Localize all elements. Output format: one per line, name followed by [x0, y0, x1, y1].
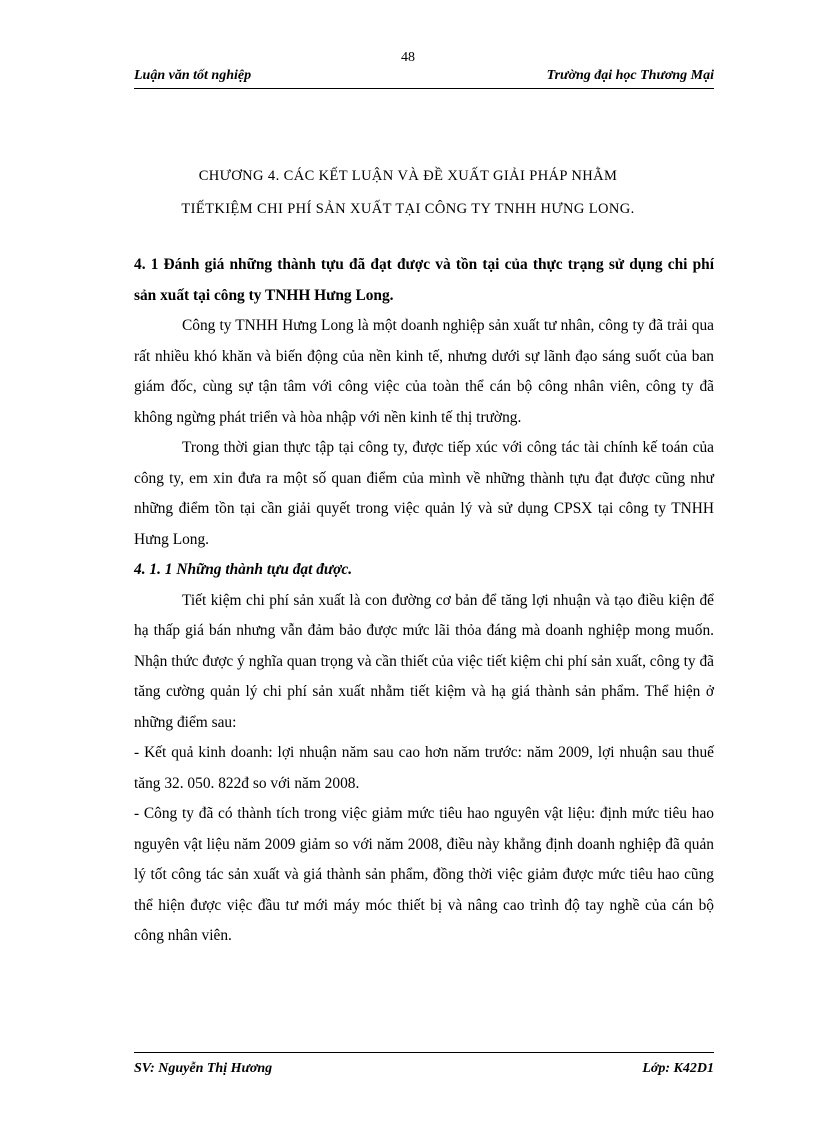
footer-class: Lớp: K42D1	[642, 1061, 714, 1076]
paragraph-2: Trong thời gian thực tập tại công ty, được tiếp xúc với công tác tài chính kế toán của công ty, em xin đưa ra một số quan điểm của mình về những thành tựu đạt được cũng như những điểm tồn tại cần giải quyết trong việc quản lý và sử dụng CPSX tại công ty TNHH Hưng Long.	[134, 439, 714, 548]
section-heading: 4. 1 Đánh giá những thành tựu đã đạt được và tồn tại của thực trạng sử dụng chi phí sản xuất tại công ty TNHH Hưng Long.	[134, 256, 714, 304]
chapter-title	[100, 160, 716, 226]
header-left-text: Luận văn tốt nghiệp	[134, 68, 252, 83]
page-number: 48	[401, 50, 415, 65]
subsection-heading: 4. 1. 1 Những thành tựu đạt được.	[134, 561, 353, 578]
bullet-2: - Công ty đã có thành tích trong việc giảm mức tiêu hao nguyên vật liệu: định mức tiêu hao nguyên vật liệu năm 2009 giảm so với năm 2008, điều này khẳng định doanh nghiệp đã quản lý tốt công tác sản xuất và giá thành sản phẩm, đồng thời việc giảm được mức tiêu hao cũng thể hiện được việc đầu tư mới máy móc thiết bị và nâng cao trình độ tay nghề của cán bộ công nhân viên.	[134, 805, 714, 944]
page-footer	[134, 1052, 714, 1077]
footer-student-name: SV: Nguyễn Thị Hương	[134, 1061, 273, 1076]
document-body	[134, 250, 714, 952]
chapter-title-line-2: TIẾTKIỆM CHI PHÍ SẢN XUẤT TẠI CÔNG TY TNHH HƯNG LONG.	[181, 201, 635, 217]
header-right-text: Trường đại học Thương Mại	[546, 68, 714, 83]
chapter-title-line-1: CHƯƠNG 4. CÁC KẾT LUẬN VÀ ĐỀ XUẤT GIẢI PHÁP NHẰM	[198, 168, 618, 184]
paragraph-1: Công ty TNHH Hưng Long là một doanh nghiệp sản xuất tư nhân, công ty đã trải qua rất nhiều khó khăn và biến động của nền kinh tế, nhưng dưới sự lãnh đạo sáng suốt của ban giám đốc, cùng sự tận tâm với công việc của toàn thể cán bộ công nhân viên, công ty đã không ngừng phát triển và hòa nhập với nền kinh tế thị trường.	[134, 317, 714, 426]
bullet-1: - Kết quả kinh doanh: lợi nhuận năm sau cao hơn năm trước: năm 2009, lợi nhuận sau thuế tăng 32. 050. 822đ so với năm 2008.	[134, 744, 714, 792]
paragraph-3: Tiết kiệm chi phí sản xuất là con đường cơ bản để tăng lợi nhuận và tạo điều kiện để hạ thấp giá bán nhưng vẫn đảm bảo được mức lãi thỏa đáng mà doanh nghiệp mong muốn. Nhận thức được ý nghĩa quan trọng và cần thiết của việc tiết kiệm chi phí sản xuất, công ty đã tăng cường quản lý chi phí sản xuất nhằm tiết kiệm và hạ giá thành sản phẩm. Thể hiện ở những điểm sau:	[134, 591, 714, 731]
page-header	[134, 68, 714, 89]
